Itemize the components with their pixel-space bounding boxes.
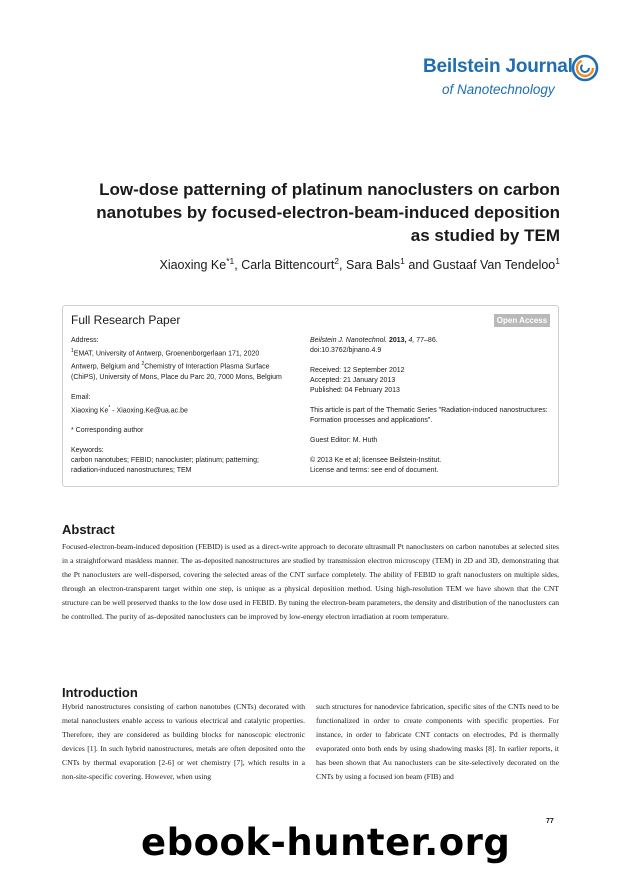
info-left-column: [71, 336, 286, 486]
abstract-heading: Abstract: [62, 522, 115, 537]
watermark: ebook-hunter.org: [141, 821, 511, 864]
author-name: Xiaoxing Ke: [159, 258, 227, 273]
doi-link[interactable]: doi:10.3762/bjnano.4.9: [310, 347, 382, 354]
published-date: Published: 04 February 2013: [310, 387, 400, 394]
keywords-text: carbon nanotubes; FEBID; nanocluster; platinum; patterning; radiation-induced nanostructures; TEM: [71, 456, 259, 474]
author-affiliation-sup: 2: [334, 256, 340, 266]
email-block: [71, 393, 286, 416]
keywords-label: Keywords:: [71, 446, 104, 454]
address-label: Address:: [71, 337, 99, 344]
copyright-text: © 2013 Ke et al; licensee Beilstein-Institut.: [310, 457, 442, 464]
author-affiliation-sup: 1: [400, 256, 405, 266]
article-info-box: [62, 305, 559, 487]
page-number: 77: [546, 818, 554, 825]
introduction-heading: Introduction: [62, 685, 138, 700]
address-text: $^1$EMAT, University of Antwerp, Groenenborgerlaan 171, 2020 Antwerp, Belgium and $^2$Chemistry of Interaction Plasma Surface (ChiPS), University of Mons, Place du Parc 20, 7000 Mons, Belgium: [71, 348, 282, 381]
citation-block: [310, 336, 550, 356]
info-right-column: [310, 336, 550, 486]
open-access-badge: Open Access: [494, 314, 550, 327]
series-note: This article is part of the Thematic Series "Radiation-induced nanostructures: Formation processes and applications".: [310, 407, 548, 424]
journal-logo: [423, 52, 605, 108]
author-list: [40, 256, 560, 272]
email-label: Email:: [71, 393, 91, 401]
journal-name-line2: of Nanotechnology: [442, 82, 555, 97]
keywords-block: [71, 446, 286, 476]
author-affiliation-sup: 1: [555, 256, 560, 266]
received-date: Received: 12 September 2012: [310, 367, 405, 374]
introduction-column-left: Hybrid nanostructures consisting of carbon nanotubes (CNTs) decorated with metal nanoclusters enable access to various electrical and catalytic properties. Therefore, they are considered as building blocks for nanoscopic electronic devices [1]. In such hybrid nanostructures, metals are often deposited onto the CNTs by thermal evaporation [2-6] or wet chemistry [7], which results in a non-site-specific covering. However, when using: [62, 702, 305, 782]
email-link[interactable]: - Xiaoxing.Ke@ua.ac.be: [110, 406, 188, 414]
abstract-text: Focused-electron-beam-induced deposition (FEBID) is used as a direct-write approach to decorate ultrasmall Pt nanoclusters on carbon nanotubes at selected sites in a straightforward maskless manner. The as-deposited nanostructures are studied by transmission electron microscopy (TEM) in 2D and 3D, demonstrating that the Pt nanoclusters are well-dispersed, covering the selected areas of the CNT surface completely. The ability of FEBID to graft nanoclusters on multiple sides, through an electron-transparent target within one step, is unique as a physical deposition method. Using high-resolution TEM we have shown that the CNT structure can be well preserved thanks to the low dose used in FEBID. By tuning the electron-beam parameters, the density and distribution of the nanoclusters can be controlled. The purity of as-deposited nanoclusters can be improved by low-energy electron irradiation at room temperature.: [62, 542, 559, 622]
article-title: Low-dose patterning of platinum nanoclusters on carbon nanotubes by focused-electron-beam-induced deposition as studied by TEM: [96, 180, 560, 245]
article-type-heading: Full Research Paper: [71, 313, 181, 327]
author-name: and Gustaaf Van Tendeloo: [404, 258, 556, 273]
accepted-date: Accepted: 21 January 2013: [310, 377, 396, 384]
journal-name-line1: Beilstein Journal: [423, 56, 573, 77]
citation-text: Beilstein J. Nanotechnol. 2013, 4, 77–86.: [310, 337, 438, 344]
license-block: [310, 456, 550, 476]
author-affiliation-sup: *1: [226, 256, 235, 266]
journal-swirl-icon: [563, 52, 607, 86]
dates-block: [310, 366, 550, 396]
address-block: [71, 336, 286, 383]
email-text: Xiaoxing Ke* - Xiaoxing.Ke@ua.ac.be: [71, 404, 188, 414]
author-name: , Sara Bals: [339, 258, 401, 273]
guest-editor: Guest Editor: M. Huth: [310, 437, 378, 444]
corresponding-note: * Corresponding author: [71, 426, 144, 434]
author-name: , Carla Bittencourt: [234, 258, 335, 273]
license-text: License and terms: see end of document.: [310, 467, 439, 474]
introduction-column-right: such structures for nanodevice fabrication, specific sites of the CNTs need to be functionalized in order to create components with specific properties. For instance, in order to fabricate CNT contacts on electrodes, Pd is thermally evaporated onto both ends by using shadowing masks [8]. In earlier reports, it has been shown that Au nanoclusters can be site-selectively decorated on the CNTs by using a focused ion beam (FIB) and: [316, 702, 559, 782]
